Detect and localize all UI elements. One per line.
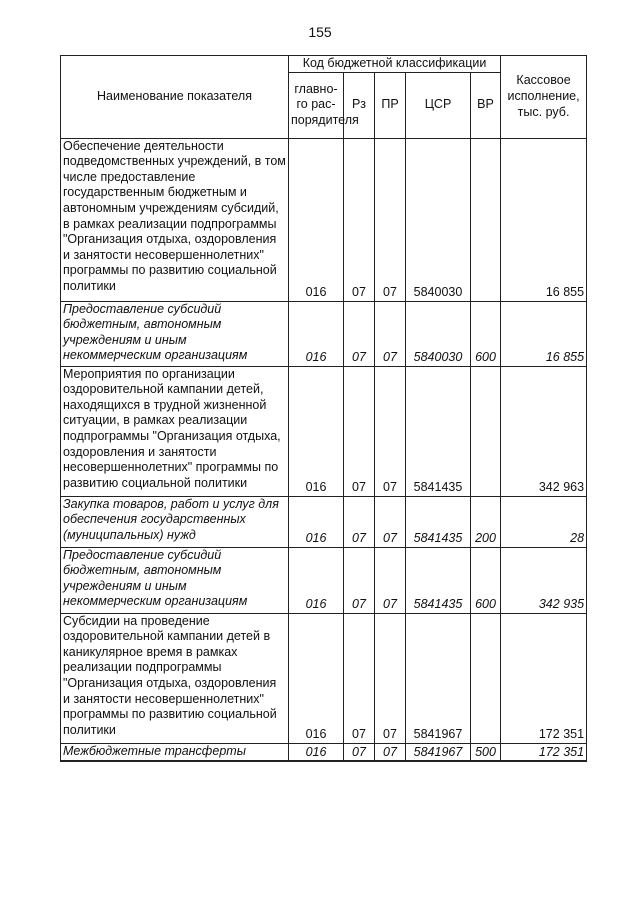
row-vr	[471, 366, 501, 496]
header-pr: ПР	[375, 72, 406, 138]
row-gr: 016	[289, 547, 344, 613]
row-rz: 07	[344, 138, 375, 301]
row-name: Предоставление субсидий бюджетным, автономным учреждениям и иным некоммерческим организациям	[61, 301, 289, 366]
header-amount: Кассовое исполнение, тыс. руб.	[501, 56, 587, 139]
row-gr: 016	[289, 138, 344, 301]
row-name: Обеспечение деятельности подведомственных учреждений, в том числе предоставление государственным бюджетным и автономным учреждениям субсидий, в рамках реализации подпрограммы "Организация отдыха, оздоровления и занятости несовершеннолетних" программы по развитию социальной политики	[61, 138, 289, 301]
row-csr: 5841435	[406, 366, 471, 496]
row-csr: 5841967	[406, 743, 471, 761]
row-pr: 07	[375, 547, 406, 613]
row-pr: 07	[375, 138, 406, 301]
row-gr: 016	[289, 613, 344, 743]
row-csr: 5840030	[406, 138, 471, 301]
header-gr: главно-го рас-порядителя	[289, 72, 344, 138]
table-row	[61, 547, 587, 613]
row-vr	[471, 138, 501, 301]
header-budget-classification: Код бюджетной классификации	[289, 56, 501, 73]
row-name: Предоставление субсидий бюджетным, автономным учреждениям и иным некоммерческим организациям	[61, 547, 289, 613]
row-gr: 016	[289, 366, 344, 496]
row-csr: 5840030	[406, 301, 471, 366]
row-rz: 07	[344, 743, 375, 761]
table-row	[61, 496, 587, 547]
row-gr: 016	[289, 743, 344, 761]
table-row	[61, 138, 587, 301]
row-vr: 500	[471, 743, 501, 761]
row-csr: 5841435	[406, 547, 471, 613]
row-name: Субсидии на проведение оздоровительной кампании детей в каникулярное время в рамках реализации подпрограммы "Организация отдыха, оздоровления и занятости несовершеннолетних" программы по развитию социальной политики	[61, 613, 289, 743]
row-pr: 07	[375, 301, 406, 366]
row-vr	[471, 613, 501, 743]
row-csr: 5841967	[406, 613, 471, 743]
row-amount: 16 855	[501, 138, 587, 301]
row-name: Межбюджетные трансферты	[61, 743, 289, 761]
row-vr: 600	[471, 301, 501, 366]
row-pr: 07	[375, 496, 406, 547]
header-vr: ВР	[471, 72, 501, 138]
row-gr: 016	[289, 301, 344, 366]
row-amount: 172 351	[501, 743, 587, 761]
budget-table	[60, 55, 587, 762]
header-row-top	[61, 56, 587, 73]
page-number: 155	[308, 24, 332, 40]
row-pr: 07	[375, 613, 406, 743]
row-rz: 07	[344, 301, 375, 366]
row-csr: 5841435	[406, 496, 471, 547]
row-vr: 200	[471, 496, 501, 547]
row-rz: 07	[344, 496, 375, 547]
header-name: Наименование показателя	[61, 56, 289, 139]
header-csr: ЦСР	[406, 72, 471, 138]
table-row	[61, 301, 587, 366]
row-rz: 07	[344, 613, 375, 743]
table-row	[61, 743, 587, 761]
row-amount: 342 935	[501, 547, 587, 613]
table-row	[61, 366, 587, 496]
row-amount: 342 963	[501, 366, 587, 496]
header-rz: Рз	[344, 72, 375, 138]
row-name: Мероприятия по организации оздоровительной кампании детей, находящихся в трудной жизненной ситуации, в рамках реализации подпрограммы "Организация отдыха, оздоровления и занятости несовершеннолетних" программы по развитию социальной политики	[61, 366, 289, 496]
row-pr: 07	[375, 366, 406, 496]
row-gr: 016	[289, 496, 344, 547]
row-amount: 16 855	[501, 301, 587, 366]
row-name: Закупка товаров, работ и услуг для обеспечения государственных (муниципальных) нужд	[61, 496, 289, 547]
row-rz: 07	[344, 547, 375, 613]
row-amount: 172 351	[501, 613, 587, 743]
table-row	[61, 613, 587, 743]
row-pr: 07	[375, 743, 406, 761]
row-vr: 600	[471, 547, 501, 613]
row-rz: 07	[344, 366, 375, 496]
row-amount: 28	[501, 496, 587, 547]
